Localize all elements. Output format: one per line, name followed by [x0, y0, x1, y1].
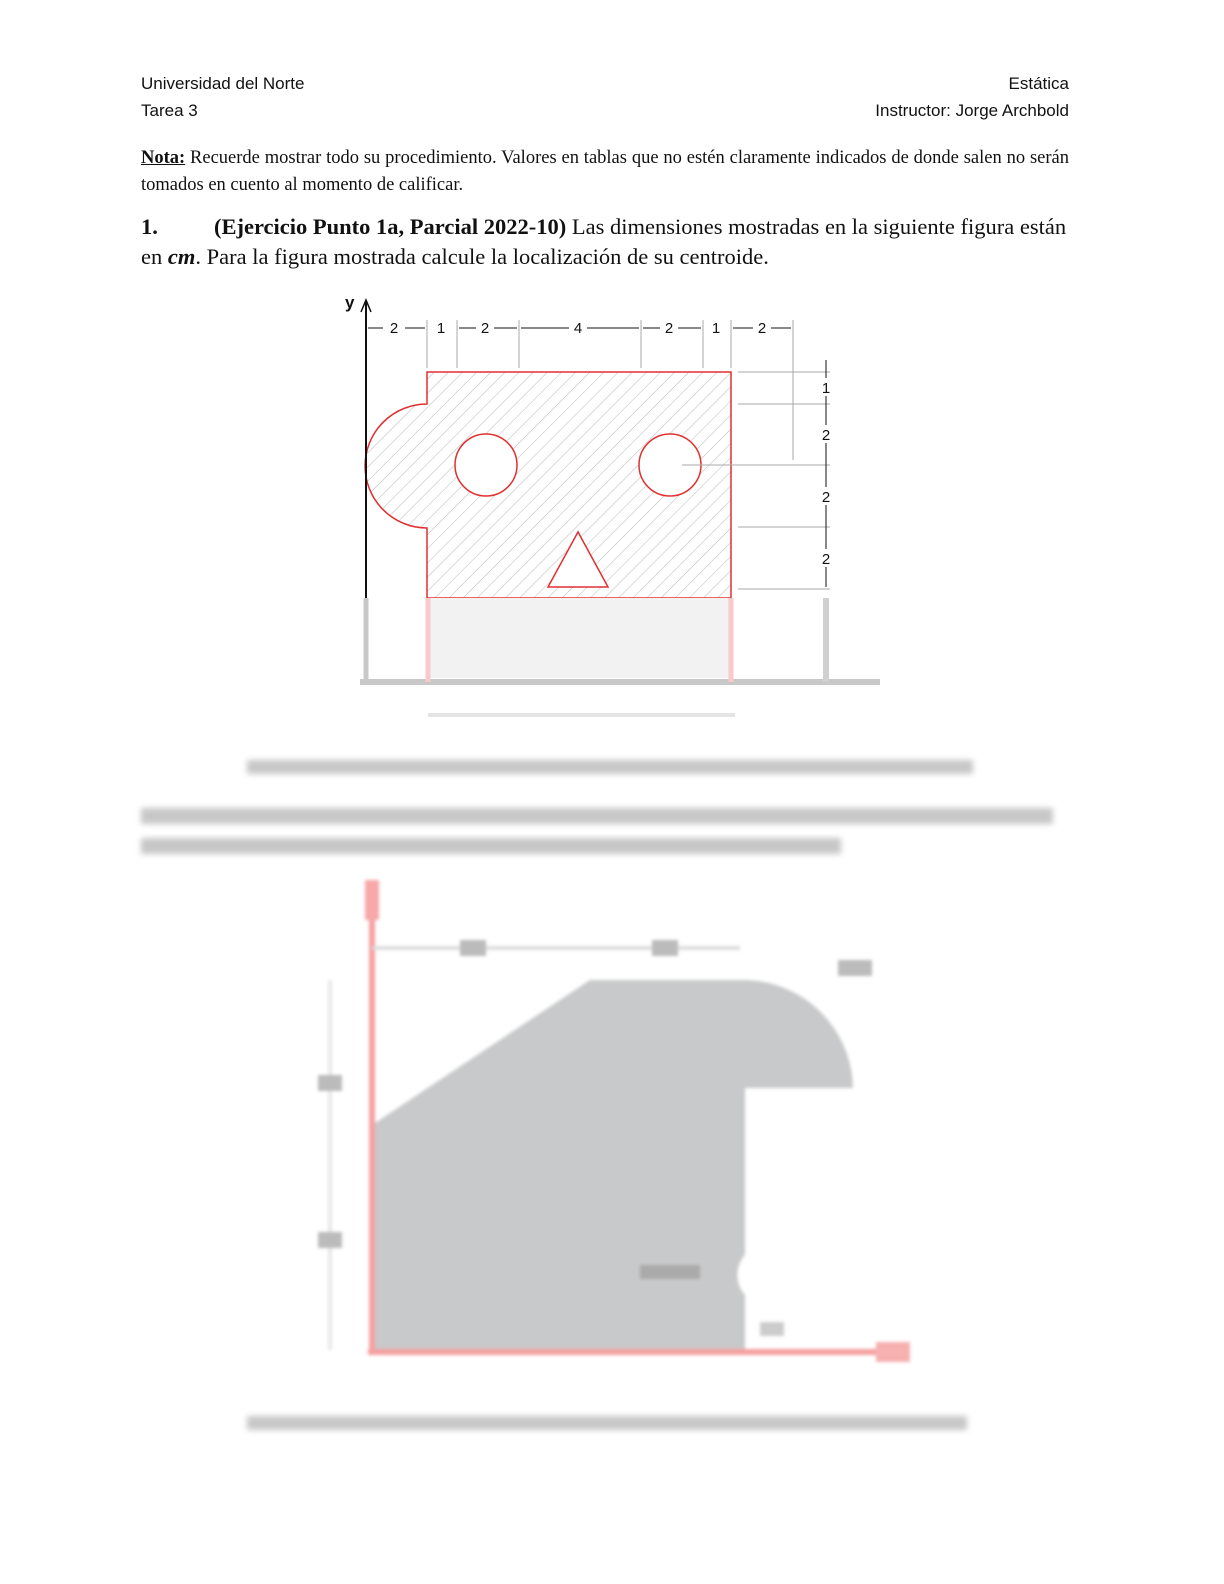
dim-top-5: 2	[664, 320, 674, 337]
dim-right-2: 2	[821, 427, 831, 444]
dim-top-6: 1	[711, 320, 721, 337]
figure-1	[0, 0, 1224, 760]
blurred-note-2	[247, 1416, 967, 1430]
question-text-a: Las dimensiones mostradas en la siguiente figura están en	[141, 214, 1067, 269]
shape-2	[372, 980, 853, 1350]
dim-right-4: 2	[821, 551, 831, 568]
dim-right-1: 1	[821, 380, 831, 397]
blurred-question-2-line2	[141, 838, 841, 854]
question-unit: cm	[167, 244, 196, 269]
header-course: Estática	[1008, 74, 1069, 93]
note-label: Nota:	[141, 148, 186, 168]
dim-right-3: 2	[821, 489, 831, 506]
hole-left	[455, 434, 517, 496]
header-instructor: Instructor: Jorge Archbold	[875, 101, 1069, 120]
header-assignment: Tarea 3	[141, 101, 198, 120]
blurred-question-2-line1	[141, 808, 1053, 824]
y-axis-label: y	[345, 293, 355, 312]
dim-top-4: 4	[573, 320, 583, 337]
header-university: Universidad del Norte	[141, 74, 305, 93]
dim-top-3: 2	[480, 320, 490, 337]
dim-top-2: 1	[436, 320, 446, 337]
note-text: Recuerde mostrar todo su procedimiento. Valores en tablas que no estén claramente indicados de donde salen no serán tomados en cuento al momento de calificar.	[141, 148, 1069, 195]
figure-2	[0, 860, 1224, 1380]
question-reference: (Ejercicio Punto 1a, Parcial 2022-10)	[214, 214, 567, 239]
dim-top-1: 2	[389, 320, 399, 337]
dim-top-7: 2	[757, 320, 767, 337]
question-text-b: . Para la figura mostrada calcule la localización de su centroide.	[195, 244, 769, 269]
blurred-note	[247, 760, 973, 774]
question-number: 1.	[141, 214, 158, 239]
